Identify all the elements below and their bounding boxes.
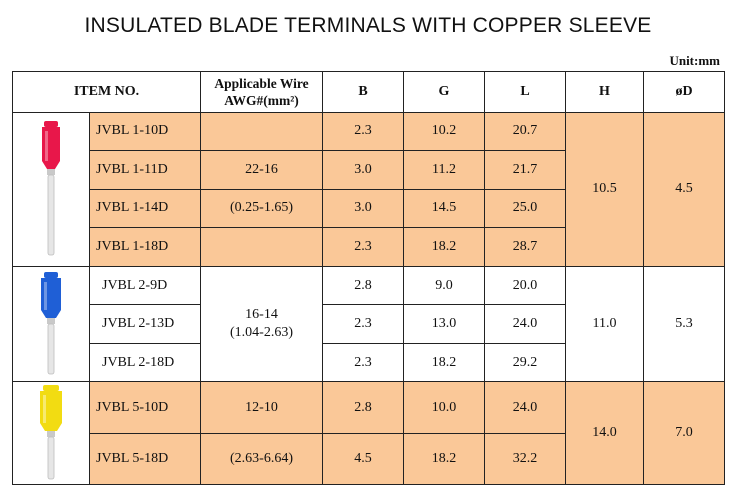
terminal-cap <box>44 121 58 127</box>
header-h: H <box>566 72 644 113</box>
table-row <box>13 382 725 433</box>
cell-l: 28.7 <box>485 228 566 267</box>
cell-g: 9.0 <box>404 266 485 305</box>
header-applicable-wire <box>201 72 323 113</box>
item-no: JVBL 1-18D <box>90 228 201 267</box>
spec-table <box>12 71 725 485</box>
cell-l: 20.7 <box>485 112 566 151</box>
item-no: JVBL 2-18D <box>90 343 201 382</box>
cell-od: 7.0 <box>644 382 725 485</box>
cell-l: 21.7 <box>485 151 566 190</box>
blade-terminal-red-icon <box>31 119 71 259</box>
item-no: JVBL 1-10D <box>90 112 201 151</box>
header-wire-line2: AWG#(mm²) <box>224 92 299 108</box>
cell-h: 10.5 <box>566 112 644 266</box>
cell-h: 14.0 <box>566 382 644 485</box>
wire-cell-empty <box>201 112 323 151</box>
header-item-no: ITEM NO. <box>13 72 201 113</box>
cell-l: 32.2 <box>485 433 566 484</box>
header-g: G <box>404 72 485 113</box>
cell-b: 2.3 <box>323 305 404 344</box>
wire-mm: (1.04-2.63) <box>230 325 293 341</box>
header-l: L <box>485 72 566 113</box>
table-row <box>13 112 725 151</box>
cell-b: 2.3 <box>323 343 404 382</box>
wire-range <box>201 266 323 382</box>
cell-g: 18.2 <box>404 433 485 484</box>
wire-awg: 22-16 <box>201 151 323 190</box>
cell-h: 11.0 <box>566 266 644 382</box>
terminal-image-red <box>13 112 90 266</box>
wire-mm: (2.63-6.64) <box>201 433 323 484</box>
cell-b: 4.5 <box>323 433 404 484</box>
cell-g: 10.2 <box>404 112 485 151</box>
terminal-image-yellow <box>13 382 90 485</box>
unit-label: Unit:mm <box>669 53 720 68</box>
header-b: B <box>323 72 404 113</box>
header-od: øD <box>644 72 725 113</box>
cell-b: 2.8 <box>323 382 404 433</box>
header-wire-line1: Applicable Wire <box>214 75 309 91</box>
wire-cell-empty <box>201 228 323 267</box>
cell-g: 18.2 <box>404 343 485 382</box>
cell-g: 14.5 <box>404 189 485 228</box>
wire-awg: 16-14 <box>245 307 278 323</box>
cell-l: 29.2 <box>485 343 566 382</box>
wire-awg: 12-10 <box>201 382 323 433</box>
blade-terminal-blue-icon <box>31 270 71 378</box>
cell-b: 2.8 <box>323 266 404 305</box>
table-row <box>13 266 725 305</box>
cell-g: 13.0 <box>404 305 485 344</box>
item-no: JVBL 5-18D <box>90 433 201 484</box>
item-no: JVBL 2-13D <box>90 305 201 344</box>
cell-g: 18.2 <box>404 228 485 267</box>
cell-b: 2.3 <box>323 112 404 151</box>
cell-od: 4.5 <box>644 112 725 266</box>
cell-l: 24.0 <box>485 382 566 433</box>
cell-l: 25.0 <box>485 189 566 228</box>
blade-terminal-yellow-icon <box>31 383 71 483</box>
cell-l: 24.0 <box>485 305 566 344</box>
item-no: JVBL 2-9D <box>90 266 201 305</box>
cell-b: 3.0 <box>323 151 404 190</box>
cell-g: 11.2 <box>404 151 485 190</box>
cell-l: 20.0 <box>485 266 566 305</box>
wire-mm: (0.25-1.65) <box>201 189 323 228</box>
cell-od: 5.3 <box>644 266 725 382</box>
cell-b: 2.3 <box>323 228 404 267</box>
page-title: INSULATED BLADE TERMINALS WITH COPPER SLEEVE <box>84 14 652 37</box>
cell-b: 3.0 <box>323 189 404 228</box>
header-row <box>13 72 725 113</box>
terminal-sleeve <box>42 127 60 169</box>
terminal-image-blue <box>13 266 90 382</box>
item-no: JVBL 5-10D <box>90 382 201 433</box>
item-no: JVBL 1-14D <box>90 189 201 228</box>
cell-g: 10.0 <box>404 382 485 433</box>
item-no: JVBL 1-11D <box>90 151 201 190</box>
